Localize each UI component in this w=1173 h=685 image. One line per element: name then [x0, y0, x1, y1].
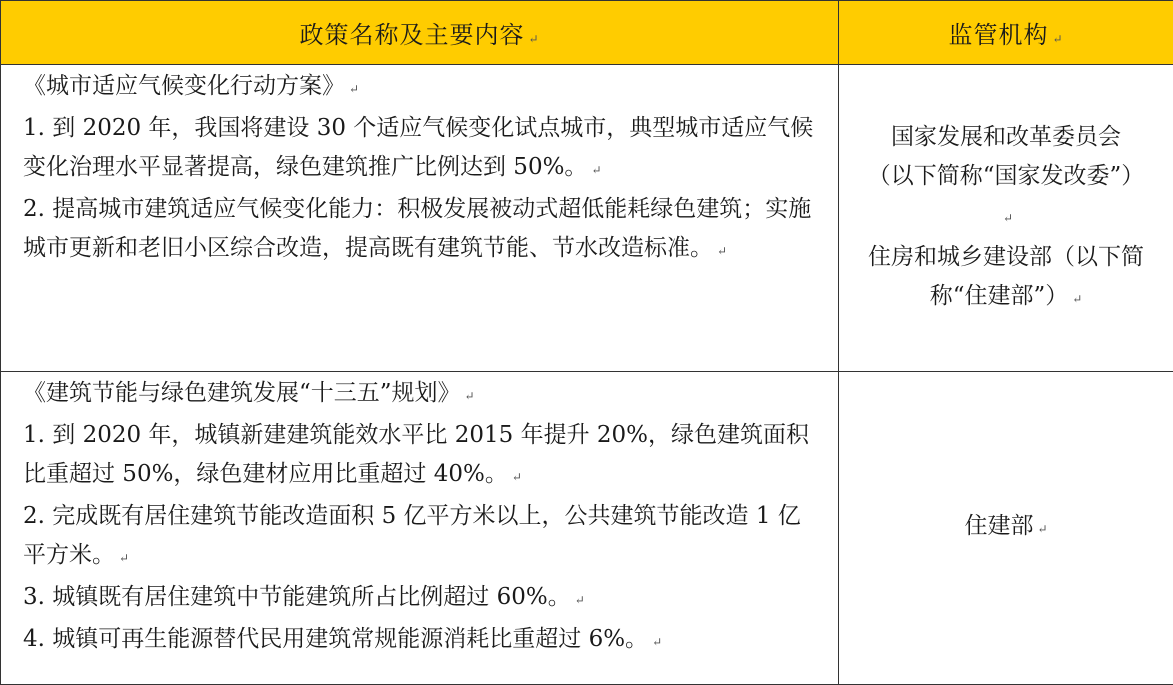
paragraph-mark-icon: ↵ — [511, 470, 522, 484]
policy-item — [23, 578, 822, 620]
policy-item — [23, 190, 822, 271]
policy-item-text: 1. 到 2020 年，我国将建设 30 个适应气候变化试点城市，典型城市适应气候变化治理水平显著提高，绿色建筑推广比例达到 50%。 — [23, 115, 814, 180]
paragraph-mark-icon: ↵ — [717, 244, 728, 258]
agency-line-text: 住建部 — [964, 513, 1034, 539]
header-agency-label: 监管机构 — [948, 21, 1049, 49]
policy-content-cell — [1, 372, 839, 685]
paragraph-mark-icon: ↵ — [652, 635, 663, 649]
paragraph-mark-icon: ↵ — [1002, 210, 1014, 225]
paragraph-mark-icon: ↵ — [1037, 522, 1048, 536]
policy-item — [23, 416, 822, 497]
policy-item — [23, 497, 822, 578]
paragraph-mark-icon: ↵ — [464, 389, 475, 403]
policy-item-text: 4. 城镇可再生能源替代民用建筑常规能源消耗比重超过 6%。 — [23, 626, 649, 652]
table-row — [1, 65, 1173, 372]
policy-title — [23, 67, 822, 109]
policy-item-text: 1. 到 2020 年，城镇新建建筑能效水平比 2015 年提升 20%，绿色建筑面积比重超过 50%，绿色建材应用比重超过 40%。 — [23, 422, 809, 487]
agency-line-text: 住房和城乡建设部（以下简称“住建部”） — [868, 243, 1144, 309]
policy-item-text: 2. 提高城市建筑适应气候变化能力：积极发展被动式超低能耗绿色建筑；实施城市更新和老旧小区综合改造，提高既有建筑节能、节水改造标准。 — [23, 196, 812, 261]
header-agency — [839, 1, 1173, 65]
paragraph-mark-icon: ↵ — [574, 593, 585, 607]
paragraph-mark-icon: ↵ — [1052, 32, 1064, 46]
paragraph-mark-icon: ↵ — [119, 551, 130, 565]
agency-line — [861, 157, 1151, 238]
agency-line: 国家发展和改革委员会 — [891, 123, 1121, 150]
agency-line — [861, 507, 1151, 549]
policy-item-text: 3. 城镇既有居住建筑中节能建筑所占比例超过 60%。 — [23, 584, 571, 610]
agency-cell — [839, 372, 1173, 685]
policy-content-cell — [1, 65, 839, 372]
paragraph-mark-icon: ↵ — [528, 32, 540, 46]
header-policy-content — [1, 1, 839, 65]
policy-title — [23, 374, 822, 416]
policy-title-text: 《建筑节能与绿色建筑发展“十三五”规划》 — [23, 380, 461, 406]
policy-item — [23, 109, 822, 190]
agency-line-text: （以下简称“国家发改委”） — [867, 162, 1145, 189]
table-header-row — [1, 1, 1173, 65]
agency-line — [861, 238, 1151, 319]
header-policy-label: 政策名称及主要内容 — [299, 21, 525, 49]
policy-item — [23, 620, 822, 662]
table-row — [1, 372, 1173, 685]
policy-item-text: 2. 完成既有居住建筑节能改造面积 5 亿平方米以上，公共建筑节能改造 1 亿平方米。 — [23, 503, 801, 568]
paragraph-mark-icon: ↵ — [591, 163, 602, 177]
policy-title-text: 《城市适应气候变化行动方案》 — [23, 73, 345, 99]
paragraph-mark-icon: ↵ — [349, 82, 360, 96]
paragraph-mark-icon: ↵ — [1072, 291, 1083, 306]
agency-cell — [839, 65, 1173, 372]
